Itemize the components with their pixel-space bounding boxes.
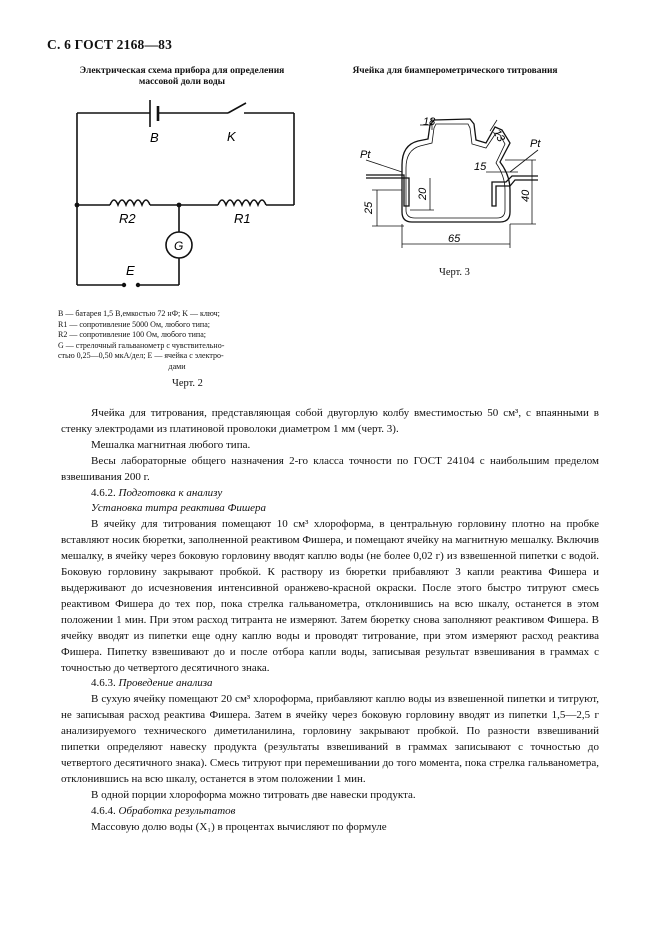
figure2-caption: Черт. 2 xyxy=(172,378,203,389)
label-r1: R1 xyxy=(234,211,251,226)
section-title: Проведение анализа xyxy=(118,677,213,690)
electrode-dot xyxy=(122,283,126,287)
paragraph: Весы лабораторные общего назначения 2-го класса точности по ГОСТ 24104 с наибольшим пределом взвешивания 200 г. xyxy=(61,454,599,483)
paragraph: Мешалка магнитная любого типа. xyxy=(91,438,251,451)
subsection-heading xyxy=(61,501,599,517)
section-number: 4.6.2. xyxy=(91,486,116,499)
resistor-r2 xyxy=(110,200,150,205)
key-switch xyxy=(228,103,246,113)
section-heading-4-6-2 xyxy=(61,486,599,502)
dim-65: 65 xyxy=(448,233,461,245)
page-header: С. 6 ГОСТ 2168—83 xyxy=(47,37,173,52)
figure2-title-line2: массовой доли воды xyxy=(138,77,226,87)
figure2-title xyxy=(62,66,302,88)
paragraph: В одной порции хлороформа можно титровать две навески продукта. xyxy=(91,788,416,801)
dim-13: 13 xyxy=(490,127,507,145)
dim-40: 40 xyxy=(520,189,532,202)
paragraph: Ячейка для титрования, представляющая собой двугорлую колбу вместимостью 50 см³, с впаянными в стенку электродами из платиновой проволоки диаметром 1 мм (черт. 3). xyxy=(61,407,599,435)
label-g: G xyxy=(174,239,184,253)
body-text xyxy=(61,406,599,835)
label-b: B xyxy=(150,130,159,145)
legend-line: R2 — сопротивление 100 Ом, любого типа; xyxy=(58,330,206,340)
junction-dot xyxy=(75,203,80,208)
legend-line: G — стрелочный гальванометр с чувствительно- xyxy=(58,340,225,350)
legend-line: стью 0,25—0,50 мкА/дел; E — ячейка с электро- xyxy=(58,351,224,361)
paragraph: В ячейку для титрования помещают 10 см³ хлороформа, в центральную горловину плотно на пробке вставляют носик бюретки, заполненной реактивом Фишера, и помещают ячейку на магнитную мешалку. Включив мешалку, в ячейку через боковую горловину вводят каплю воды (не более 0,02 г) из взвешенной пипетки с водой. Боковую горловину закрывают пробкой. К раствору из бюретки прибавляют 3 капли реактива Фишера и выдерживают до исчезновения интенсивной оранжево-красной окраски. После этого быстро титруют смесь реактивом Фишера до тех пор, пока стрелка гальванометра, отклонившись на всю шкалу, останется в этом положении 1 мин. При этом расход титранта не измеряют. Затем бюретку снова заполняют реактивом Фишера. В ячейку вводят из пипетки еще одну каплю воды и проводят титрование, при этом измеряют расход реактива Фишера. Пипетку взвешивают до и после отбора капли воды, записывая результат взвешивания в граммах с точностью до четвертого десятичного знака. xyxy=(61,518,599,674)
section-title: Подготовка к анализу xyxy=(118,486,223,499)
paragraph: Массовую долю воды (X₁) в процентах вычисляют по формуле xyxy=(91,820,387,833)
figure3-caption: Черт. 3 xyxy=(439,267,470,278)
titration-cell-drawing xyxy=(340,105,570,260)
circuit-diagram xyxy=(60,92,310,302)
resistor-r1 xyxy=(218,200,266,205)
label-pt-left: Pt xyxy=(360,149,371,161)
section-number: 4.6.3. xyxy=(91,677,116,690)
legend-line: R1 — сопротивление 5000 Ом, любого типа; xyxy=(58,319,210,329)
electrode-dot xyxy=(136,283,140,287)
figure3-title: Ячейка для биамперометрического титрования xyxy=(352,66,558,76)
figure2-title-line1: Электрическая схема прибора для определения xyxy=(79,66,285,76)
section-number: 4.6.4. xyxy=(91,804,116,817)
legend-line: B — батарея 1,5 В,емкостью 72 нФ; K — ключ; xyxy=(58,309,220,318)
dim-20: 20 xyxy=(417,187,429,200)
paragraph: В сухую ячейку помещают 20 см³ хлороформа, прибавляют каплю воды из взвешенной пипетки и титруют, не записывая расход реактива Фишера. Затем в ячейку через боковую горловину вводят из пипетки 1,5—2,5 г анализируемого технического диметиланилина, горловину закрывают пробкой. По разности взвешиваний пипетки определяют навеску продукта (результаты взвешиваний в граммах записывают с точностью до четвертого десятичного знака). Смесь титруют при перемешивании до того момента, пока стрелка гальванометра, отклонившись на всю шкалу, останется в этом положении 1 мин. xyxy=(61,693,599,785)
legend-line: дами xyxy=(168,361,186,371)
label-r2: R2 xyxy=(119,211,136,226)
dim-15: 15 xyxy=(474,161,487,173)
subsection-title: Установка титра реактива Фишера xyxy=(91,502,267,515)
dim-18: 18 xyxy=(423,116,436,128)
section-heading-4-6-4 xyxy=(61,804,599,820)
figure2-legend xyxy=(58,309,296,373)
section-title: Обработка результатов xyxy=(118,804,236,817)
label-k: K xyxy=(227,129,236,144)
junction-dot xyxy=(177,203,182,208)
label-e: E xyxy=(126,263,135,278)
label-pt-right: Pt xyxy=(530,138,541,150)
section-heading-4-6-3 xyxy=(61,676,599,692)
dim-25: 25 xyxy=(363,201,375,214)
